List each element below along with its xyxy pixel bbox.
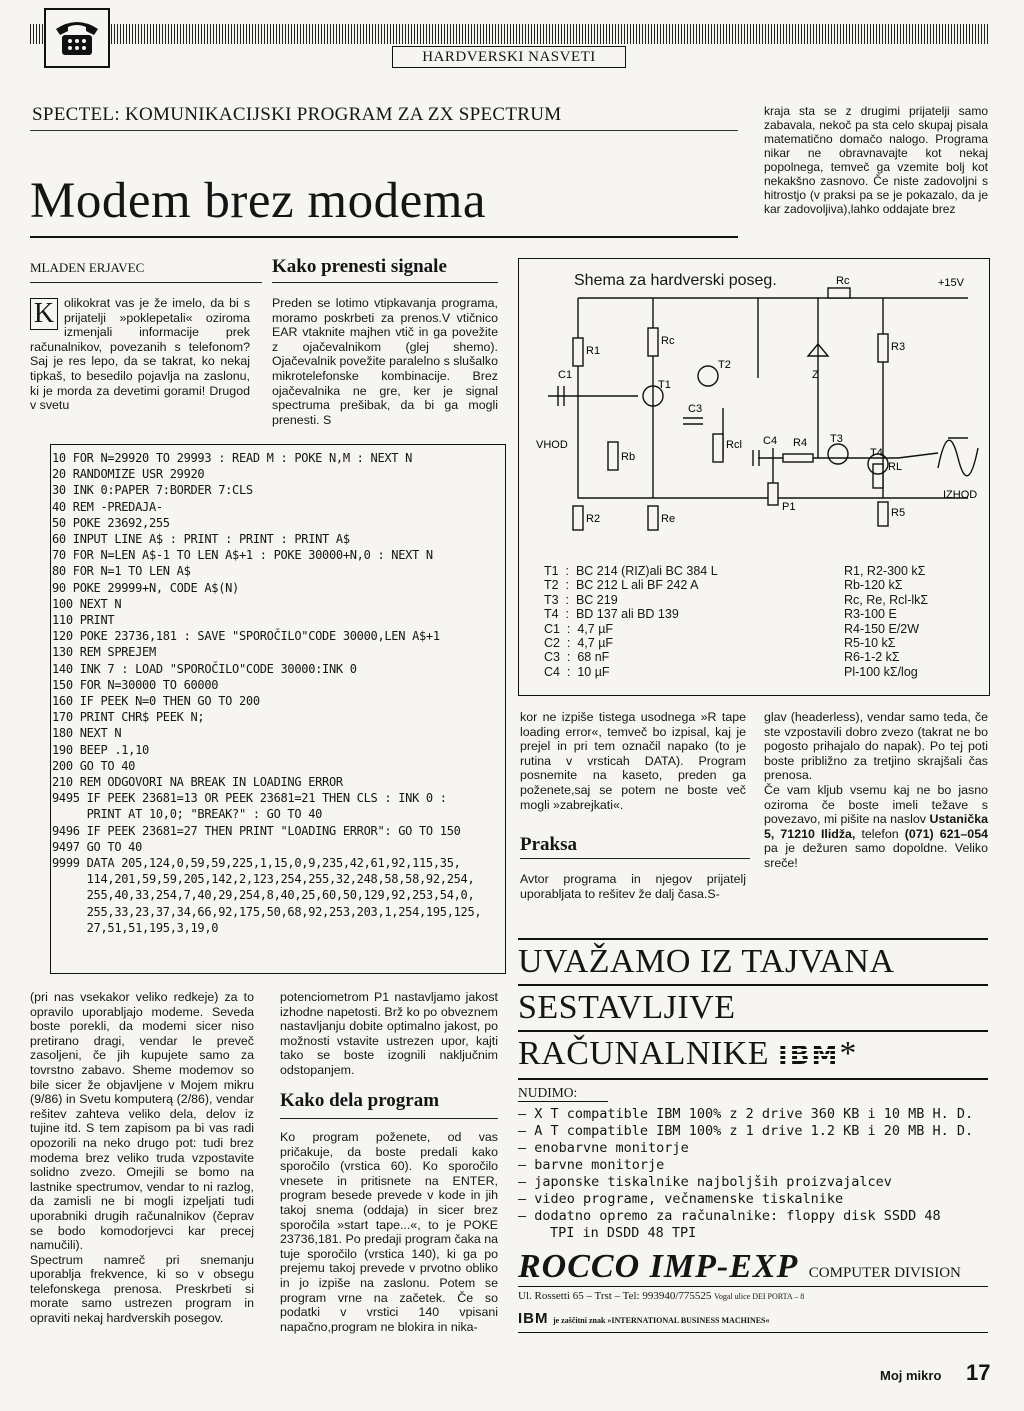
ad-headline-3 (518, 1032, 992, 1078)
parts-list-left (544, 564, 784, 679)
column-d-tail: telefon (855, 826, 899, 841)
code-line: 30 INK 0:PAPER 7:BORDER 7:CLS (52, 483, 253, 498)
phone-logo (44, 8, 110, 68)
code-line: 110 PRINT (52, 613, 115, 628)
code-line: 170 PRINT CHR$ PEEK N; (52, 710, 205, 725)
bullet-dash: – (518, 1174, 535, 1190)
headline-rule (30, 236, 738, 238)
ad-offer-text: barvne monitorje (534, 1157, 665, 1173)
code-line: 180 NEXT N (52, 726, 122, 741)
part-entry: R4-150 E/2W (844, 621, 920, 636)
bullet-dash: – (518, 1191, 535, 1207)
part-entry: C1 : 4,7 µF (544, 621, 614, 636)
ad-offer-text: enobarvne monitorje (534, 1140, 689, 1156)
ad-headline-3-text: RAČUNALNIKE (518, 1035, 770, 1072)
intro-paragraph (30, 296, 250, 413)
label-z: Z (812, 369, 819, 381)
advertisement (518, 938, 992, 1340)
code-line: 9496 IF PEEK 23681=27 THEN PRINT "LOADING ERROR": GO TO 150 (52, 823, 461, 838)
part-entry: R1, R2-300 kΣ (844, 564, 926, 578)
basic-code-listing (52, 450, 504, 936)
label-r5: R5 (891, 507, 906, 519)
label-t2: T2 (718, 359, 731, 371)
label-p1: P1 (782, 501, 796, 513)
label-r4: R4 (793, 437, 808, 449)
label-output: IZHOD (943, 489, 978, 501)
code-line: 10 FOR N=29920 TO 29993 : READ M : POKE N,M : NEXT N (52, 451, 413, 465)
ad-offer-item (518, 1191, 992, 1208)
contact-phone: (071) 621–054 (904, 826, 988, 841)
code-line: 9497 GO TO 40 (52, 839, 143, 854)
kicker: SPECTEL: KOMUNIKACIJSKI PROGRAM ZA ZX SPECTRUM (32, 104, 562, 125)
ad-offer-text: X T compatible IBM 100% z 2 drive 360 KB i 10 MB H. D. (534, 1106, 974, 1122)
code-line: 150 FOR N=30000 TO 60000 (52, 677, 219, 692)
author-byline: MLADEN ERJAVEC (30, 260, 145, 275)
part-entry: T2 : BC 212 L ali BF 242 A (544, 578, 699, 593)
label-r3: R3 (891, 341, 906, 353)
ad-offer-text: video programe, večnamenske tiskalnike (534, 1191, 844, 1207)
ad-trademark: je zaščitni znak »INTERNATIONAL BUSINESS MACHINES« (552, 1316, 770, 1325)
part-entry: Rb-120 kΣ (844, 578, 903, 593)
code-line: 120 POKE 23736,181 : SAVE "SPOROČILO"CODE 30000,LEN A$+1 (52, 629, 440, 644)
subheading-rule (272, 282, 498, 283)
label-rcl: Rcl (726, 439, 742, 451)
contact-address: Ustanička 5, 71210 Ilidža, (764, 812, 988, 841)
code-line: 140 INK 7 : LOAD "SPOROČILO"CODE 30000:INK 0 (52, 661, 357, 676)
subheading-practice: Praksa (520, 834, 577, 855)
part-entry: R6-1-2 kΣ (844, 650, 900, 665)
telephone-icon (50, 15, 104, 61)
label-c4: C4 (763, 435, 778, 447)
ad-address-row (518, 1290, 992, 1302)
code-line: 9495 IF PEEK 23681=13 OR PEEK 23681=21 THEN CLS : INK 0 : (52, 791, 447, 806)
author-rule (30, 282, 262, 283)
amplifier-schematic (518, 258, 988, 558)
label-c3: C3 (688, 403, 703, 415)
part-entry: R5-10 kΣ (844, 636, 896, 651)
ad-offer-item (518, 1157, 992, 1174)
bullet-dash: – (518, 1123, 535, 1139)
ad-offer-item (518, 1123, 992, 1140)
part-entry: C2 : 4,7 µF (544, 636, 614, 651)
part-entry: T1 : BC 214 (RIZ)ali BC 384 L (544, 564, 718, 578)
code-line: PRINT AT 10,0; "BREAK?" : GO TO 40 (52, 807, 323, 822)
ad-offer-text: dodatno opremo za računalnike: floppy disk SSDD 48 (534, 1208, 941, 1224)
code-line: 200 GO TO 40 (52, 758, 136, 773)
label-supply: +15V (938, 277, 964, 289)
body-column-c: kor ne izpiše tistega usodnega »R tape loading error«, temveč bo izpisal, kaj je prejel in pri tem označil napako (to je rutina v vrsticah DATA). Program posnemite na kaseto, preden ga poženete,saj se potem ne boste več mogli »zabrejkati«. (520, 710, 746, 812)
label-t3: T3 (830, 433, 843, 445)
code-line: 160 IF PEEK N=0 THEN GO TO 200 (52, 694, 260, 709)
ad-trademark-row (518, 1310, 992, 1328)
ad-offer-list (518, 1106, 992, 1225)
code-line: 60 INPUT LINE A$ : PRINT : PRINT : PRINT A$ (52, 532, 350, 547)
ad-headline-2: SESTAVLJIVE (518, 989, 736, 1026)
bullet-dash: – (518, 1106, 535, 1122)
label-rl: RL (888, 461, 903, 473)
label-rl-top: Rc (836, 275, 850, 287)
label-r1: R1 (586, 345, 601, 357)
subheading-transfer: Kako prenesti signale (272, 256, 447, 277)
label-t4: T4 (870, 447, 883, 459)
part-entry: R3-100 E (844, 607, 897, 622)
footer-magazine: Moj mikro (880, 1368, 942, 1383)
body-column-left: (pri nas vsekakor veliko redkeje) za to opravilo uporabljajo modeme. Seveda boste porekli, da modemi sicer niso pretirano dragi, vendar le preveč zasoljeni, če jih kupujete samo za tovrstno zabavo. Sheme modemov so bile sicer že objavljene v Mojem mikru (9/86) in Svetu komputerą (2/86), vendar rešitev zahteva veliko dela, delov iz tujine itd. S tem zapisom pa bi vas radi opozorili na neko drugo pot: tudi brez modema brez veliko truda vzpostavite solidno zvezo. Omejili se bomo na lastnike spectrumov, vendar to ni razlog, da zamisli ne bi mogli izpeljati tudi uporabniki drugih računalnikov (čeprav se bodo komodorjevci kar precej namučili). Spectrum namreč pri snemanju uporablja frekvence, ki so v obsegu telefonskega prenosa. Preskrbeti si morate samo ustrezen program in opraviti nekaj hardverskih posegov. (30, 990, 254, 1326)
label-r2: R2 (586, 513, 601, 525)
code-line: 130 REM SPREJEM (52, 645, 156, 660)
label-c1: C1 (558, 369, 573, 381)
bullet-dash: – (518, 1208, 535, 1224)
ibm-logo: IBM (778, 1041, 840, 1071)
headline: Modem brez modema (30, 173, 487, 229)
label-rb: Rb (621, 451, 636, 463)
ibm-logo-small: IBM (518, 1310, 549, 1327)
section-title: HARDVERSKI NASVETI (392, 46, 626, 68)
program-paragraph: Ko program poženete, od vas pričakuje, da boste predali kako sporočilo (vrstica 60). Ko sporočilo vnesete in pritisnete na ENTER, program besede prevede v kode in jih takoj snema (oddaja) in sicer brez sporočila »start tape...«, to je POKE 23736,181. Po predaji program čaka na tuje sporočilo (vrstica 140), ki ga po prejemu takoj prevede v prvotno obliko in jo izpiše na zaslonu. Potem se program vrne na začetek. Če so podatki v vrstici 140 vpisani napačno,program ne blokira in nika- (280, 1130, 498, 1334)
code-line: 50 POKE 23692,255 (52, 515, 170, 530)
ad-headline-1: UVAŽAMO IZ TAJVANA (518, 943, 895, 980)
transfer-paragraph: Preden se lotimo vtipkavanja programa, moramo poskrbeti za prenos.V vtičnico EAR vtaknite majhen vtič in ga povežite z ojačevalnikom (glej shemo). Ojačevalnik povežite paralelno s slušalko mikrotelefonske kombinacije. Brez ojačevalnika ne gre, ker je signal spectruma prešibak, da bi ga mogli prenesti. S (272, 296, 498, 427)
column-d-text: glav (headerless), vendar samo teda, če ste vzpostavili dobro zvezo (takrat ne bo pogosto prihajalo do napak). Po tej poti boste približno za tretjino skrajšali čas prenosa. Če vam kljub vsemu kaj ne bo jasno oziroma če boste imeli težave s povezavo, mi pišite na naslov (764, 710, 988, 827)
ad-division: COMPUTER DIVISION (808, 1265, 961, 1281)
ad-rule-bottom (518, 1332, 988, 1333)
label-re: Re (661, 513, 676, 525)
code-line: 190 BEEP .1,10 (52, 742, 149, 757)
ad-offer-item (518, 1208, 992, 1225)
part-entry: Rc, Re, Rcl-lkΣ (844, 592, 929, 607)
ad-offer-label: NUDIMO: (518, 1085, 578, 1100)
ad-offer-item (518, 1106, 992, 1123)
ad-address: Ul. Rossetti 65 – Trst – Tel: 993940/775525 (518, 1290, 712, 1302)
code-line: 90 POKE 29999+N, CODE A$(N) (52, 580, 239, 595)
ad-offer-text: A T compatible IBM 100% z 1 drive 1.2 KB i 20 MB H. D. (534, 1123, 974, 1139)
code-line: 27,51,51,195,3,19,0 (52, 920, 219, 935)
body-column-middle-top: potenciometrom P1 nastavljamo jakost izhodne napetosti. Brž ko po obveznem nastavljanju dobite optimalno jakost, po možnosti vstavite ustrezen upor, kajti tako se boste izognili naključnim odstopanjem. (280, 990, 498, 1077)
label-input: VHOD (536, 439, 568, 451)
schematic-title: Shema za hardverski poseg. (574, 272, 777, 289)
ad-address-small: Vogal ulice DEI PORTA – 8 (714, 1292, 805, 1301)
ad-asterisk: * (839, 1035, 857, 1072)
bullet-dash: – (518, 1157, 535, 1173)
header-bar (30, 24, 988, 44)
subheading-practice-rule (520, 858, 750, 859)
code-line: 9999 DATA 205,124,0,59,59,225,1,15,0,9,235,42,61,92,115,35, (52, 856, 461, 871)
ad-rule-4 (518, 1286, 988, 1287)
ad-brand: ROCCO IMP-EXP (518, 1248, 799, 1285)
practice-paragraph: Avtor programa in njegov prijatelj uporabljata to rešitev že dalj časa.S- (520, 872, 746, 901)
code-line: 255,33,23,37,34,66,92,175,50,68,92,253,203,1,254,195,125, (52, 904, 482, 919)
page-number: 17 (966, 1360, 991, 1385)
ad-offer-item (518, 1140, 992, 1157)
code-line: 20 RANDOMIZE USR 29920 (52, 467, 205, 482)
top-right-column: kraja sta se z drugimi prijatelji samo zabavala, nekoč pa sta celo skupaj pisala matematično domačo nalogo. Programa nikar ne obravnavajte kot nekaj popolnega, temveč ga vzemite bolj kot nekakšno zasnovo. Če niste zadovoljni s hitrostjo (v praksi pa se je pokazalo, da je kar zadovoljiva),lahko oddajate brez (764, 104, 988, 216)
code-line: 80 FOR N=1 TO LEN A$ (52, 564, 191, 579)
bullet-dash: – (518, 1140, 535, 1156)
subheading-program-rule (280, 1118, 498, 1119)
code-line: 70 FOR N=LEN A$-1 TO LEN A$+1 : POKE 30000+N,0 : NEXT N (52, 548, 433, 563)
part-entry: C4 : 10 µF (544, 664, 610, 679)
kicker-rule (30, 130, 738, 131)
parts-list-right (844, 564, 984, 679)
intro-text: olikokrat vas je že imelo, da bi s prijatelji »poklepetali« oziroma izmenjali informacije prek računalnikov, povezanih s telefonom? Saj je res lepo, da se takrat, ko nekaj tipkaš, to besedilo pojavlja na zaslonu, ki je morda za devetimi gorami! Drugod v svetu (30, 296, 250, 413)
part-entry: T3 : BC 219 (544, 592, 618, 607)
ad-brand-row (518, 1248, 992, 1286)
column-d-end: pa je dežuren samo dopoldne. Veliko sreče! (764, 841, 988, 870)
part-entry: C3 : 68 nF (544, 650, 610, 665)
ad-offer-item (518, 1174, 992, 1191)
ad-offer-text: japonske tiskalnike najboljših proizvajalcev (534, 1174, 892, 1190)
part-entry: Pl-100 kΣ/log (844, 664, 918, 679)
code-line: 255,40,33,254,7,40,29,254,8,40,25,60,50,129,92,253,54,0, (52, 888, 475, 903)
code-line: 40 REM -PREDAJA- (52, 499, 163, 514)
part-entry: T4 : BD 137 ali BD 139 (544, 607, 679, 622)
body-column-d (764, 710, 988, 871)
ad-offer-rule (518, 1101, 608, 1102)
label-rc: Rc (661, 335, 675, 347)
label-t1: T1 (658, 379, 671, 391)
code-line: 100 NEXT N (52, 596, 122, 611)
code-line: 210 REM ODGOVORI NA BREAK IN LOADING ERROR (52, 775, 343, 790)
ad-offer-tail: TPI in DSDD 48 TPI (550, 1225, 697, 1241)
code-line: 114,201,59,59,205,142,2,123,254,255,32,248,58,58,92,254, (52, 872, 475, 887)
drop-cap: K (30, 298, 58, 330)
subheading-program: Kako dela program (280, 1090, 440, 1111)
ad-rule-3 (518, 1078, 988, 1080)
